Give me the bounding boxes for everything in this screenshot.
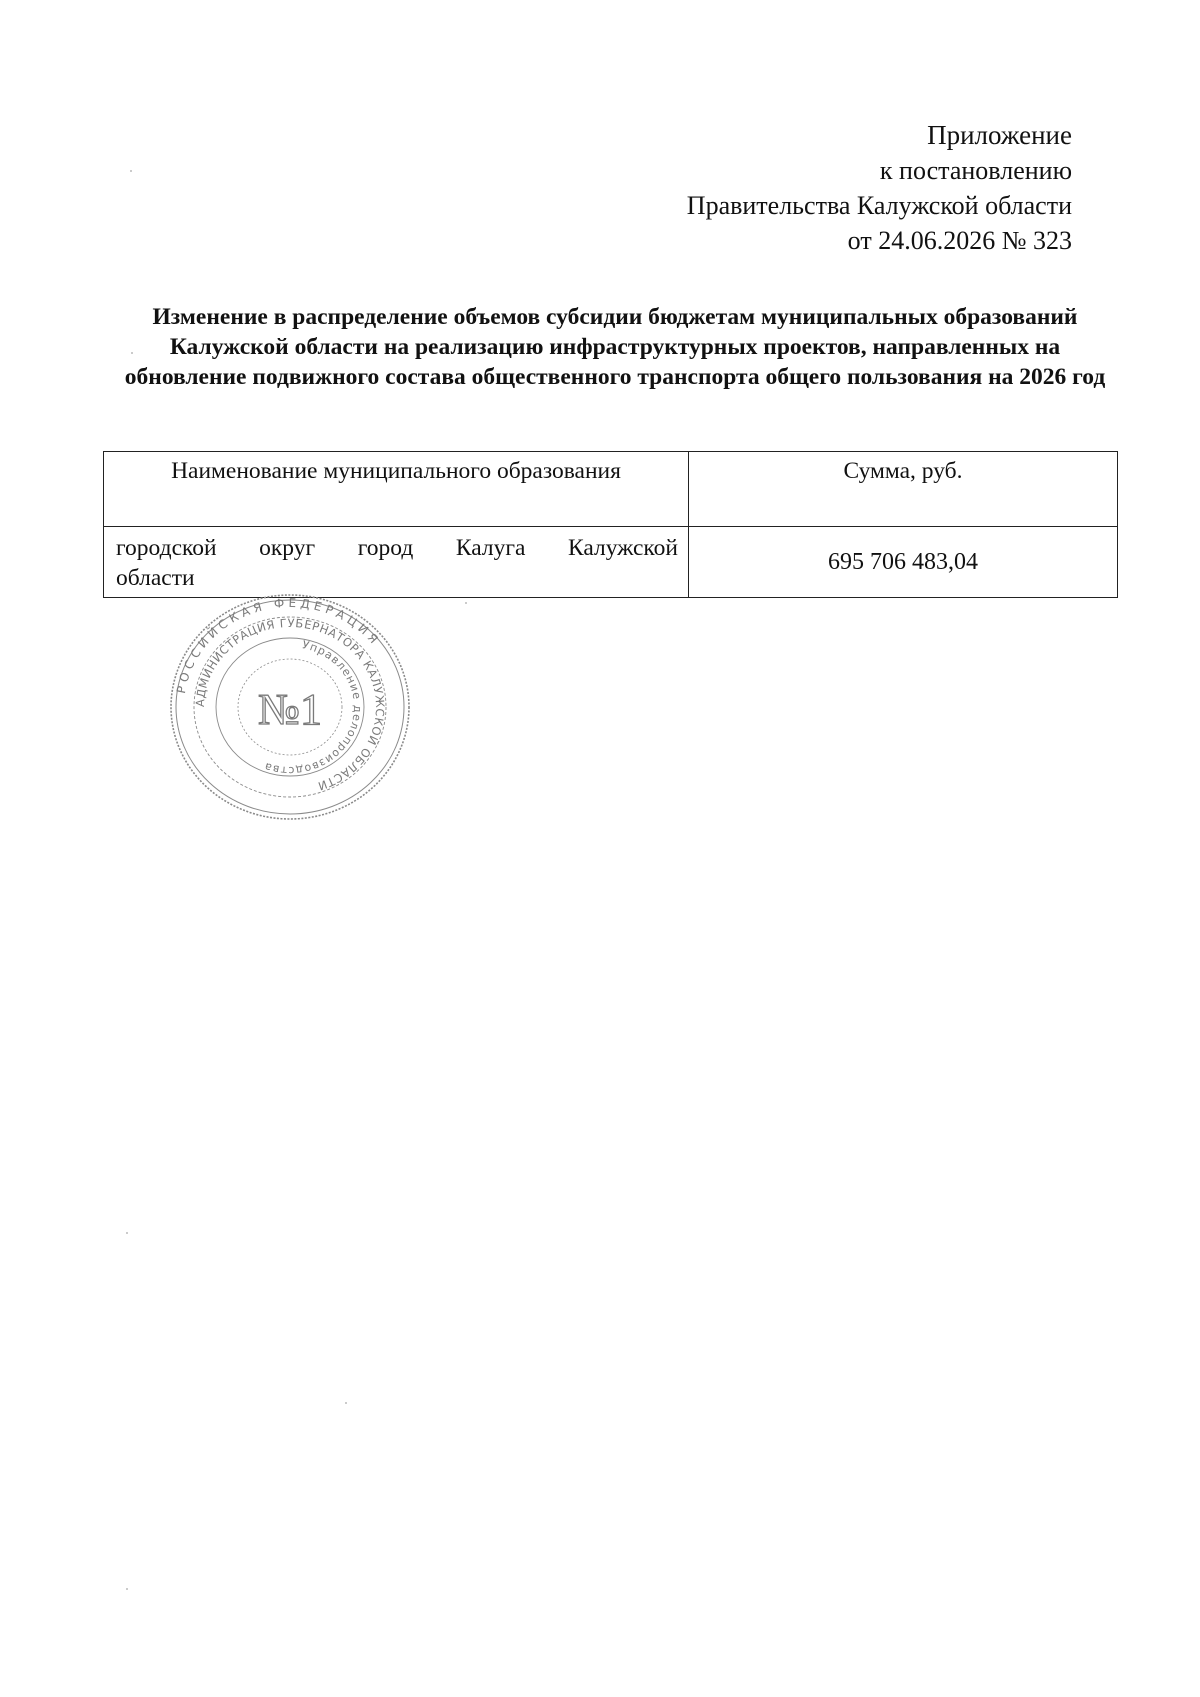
scan-speck [345, 1402, 347, 1404]
scan-speck [126, 1588, 128, 1590]
stamp-center-number: №1 [258, 685, 322, 734]
name-word: округ [259, 535, 316, 561]
appendix-label: Приложение [927, 120, 1072, 150]
name-word: Калужской [567, 535, 678, 561]
municipality-name-cell [104, 527, 689, 598]
stamp-middle-text: АДМИНИСТРАЦИЯ ГУБЕРНАТОРА КАЛУЖСКОЙ ОБЛАСТИ [192, 615, 388, 794]
appendix-date-number: от 24.06.2026 № 323 [847, 226, 1072, 255]
amount-cell: 695 706 483,04 [689, 527, 1118, 598]
name-word: город [357, 535, 414, 561]
table-row [104, 527, 1118, 598]
scan-speck [126, 1232, 128, 1234]
municipality-name-line1 [116, 533, 678, 563]
municipality-name-line2: области [116, 565, 195, 591]
stamp-outer-text: РОССИЙСКАЯ ФЕДЕРАЦИЯ [173, 595, 384, 695]
document-title: Изменение в распределение объемов субсидии бюджетам муниципальных образований Калужской области на реализацию инфраструктурных проектов, направленных на обновление подвижного состава общественного транспорта общего пользования на 2026 год [124, 304, 1106, 390]
scan-speck [465, 602, 467, 604]
subsidy-table [103, 451, 1118, 598]
scan-speck [130, 170, 132, 172]
official-seal-stamp [168, 592, 412, 822]
appendix-resolution: к постановлению [879, 156, 1072, 185]
table-header-row [104, 452, 1118, 527]
appendix-header [687, 118, 1072, 258]
name-word: Калуга [455, 535, 526, 561]
appendix-government: Правительства Калужской области [686, 191, 1072, 220]
name-word: городской [116, 535, 217, 561]
stamp-inner-text: Управление делопроизводства [262, 638, 365, 778]
column-header-municipality: Наименование муниципального образования [104, 452, 689, 527]
scan-speck [131, 352, 133, 354]
column-header-amount: Сумма, руб. [689, 452, 1118, 527]
